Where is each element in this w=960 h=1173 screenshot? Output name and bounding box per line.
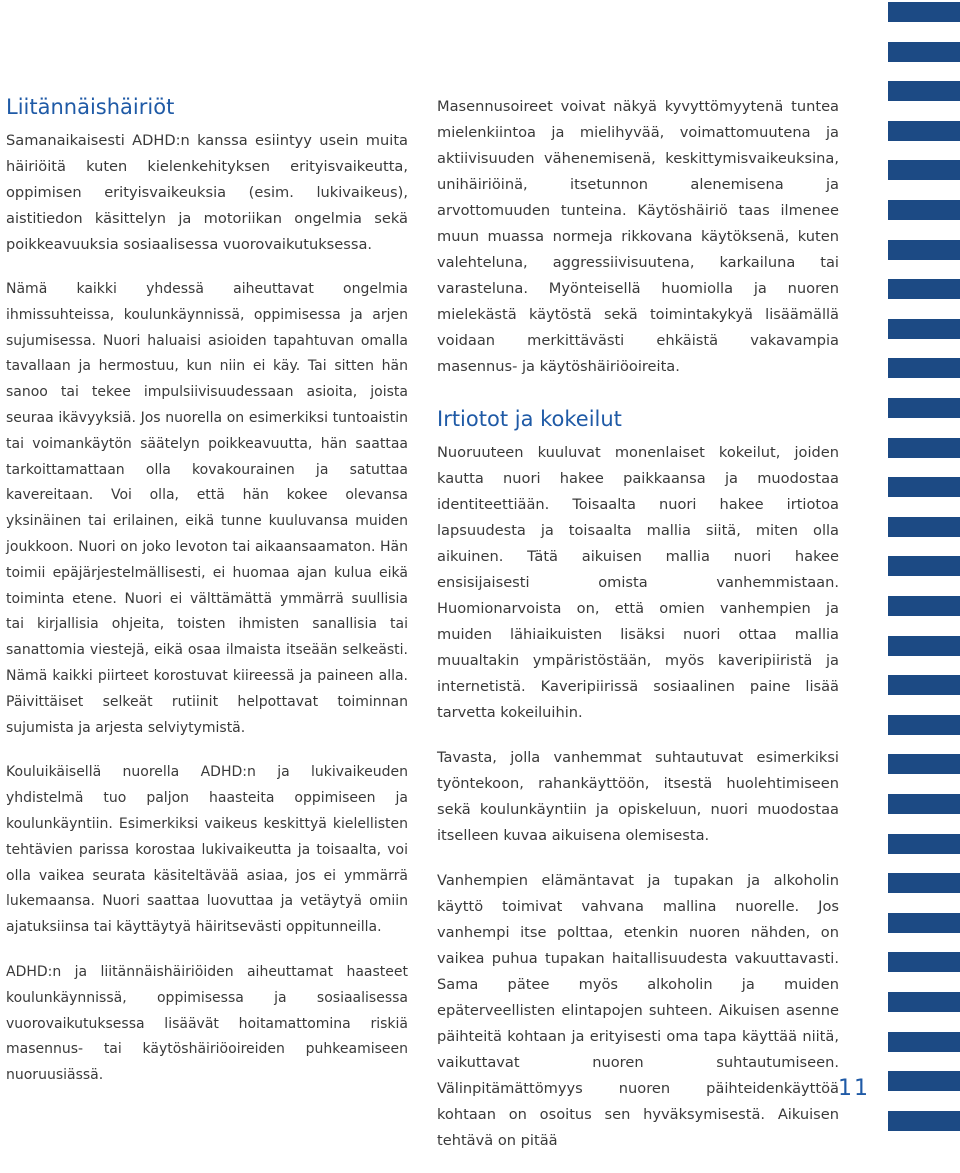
stripe-bar bbox=[888, 1071, 960, 1091]
left-paragraph: Nämä kaikki yhdessä aiheuttavat ongelmia ihmissuhteissa, koulunkäynnissä, oppimisessa ja arjen sujumisessa. Nuori haluaisi asioiden tapahtuvan omalla tavallaan ja hermostuu, kun niin ei käy. Tai sitten hän sanoo tai tekee impulsiivisuudessaan asioita, joista seuraa ikävyyksiä. Jos nuorella on esimerkiksi tuntoaistin tai voimankäytön säätelyn poikkeavuutta, hän saattaa tarkoittamattaan olla kovakourainen ja satuttaa kavereitaan. Voi olla, että hän kokee olevansa yksinäinen tai erilainen, eikä tunne kuuluvansa muiden joukkoon. Nuori on joko levoton tai aikaansaamaton. Hän toimii epäjärjestelmällisesti, ei huomaa ajan kulua eikä toiminta etene. Nuori ei välttämättä ymmärrä suullisia tai kirjallisia ohjeita, toisten ihmisten sanallisia tai sanattomia viestejä, eikä osaa ilmaista itseään selkeästi. Nämä kaikki piirteet korostuvat kiireessä ja paineen alla. Päivittäiset selkeät rutiinit helpottavat toiminnan sujumista ja arjesta selviytymistä. bbox=[6, 281, 408, 736]
stripe-bar bbox=[888, 834, 960, 854]
stripe-bar bbox=[888, 200, 960, 220]
stripe-bar bbox=[888, 42, 960, 62]
stripe-bar bbox=[888, 160, 960, 180]
right-paragraph: Vanhempien elämäntavat ja tupakan ja alkoholin käyttö toimivat vahvana mallina nuorelle. Jos vanhempi itse polttaa, etenkin nuoren nähden, on vaikea puhua tupakan haitallisuudesta vakuuttavasti. Sama pätee myös alkoholin ja muiden epäterveellisten elintapojen suhteen. Aikuisen asenne päihteitä kohtaan ja erityisesti oma tapa käyttää niitä, vaikuttavat nuoren suhtautumiseen. Välinpitämättömyys nuoren päihteidenkäyttöä kohtaan on osoitus sen hyväksymisestä. Aikuisen tehtävä on pitää bbox=[437, 872, 839, 1149]
stripe-bar bbox=[888, 477, 960, 497]
stripe-bar bbox=[888, 319, 960, 339]
stripe-bar bbox=[888, 121, 960, 141]
right-paragraph: Nuoruuteen kuuluvat monenlaiset kokeilut, joiden kautta nuori hakee paikkaansa ja muodostaa identiteettiään. Toisaalta nuori hakee irtiotoa lapsuudesta ja toisaalta mallia siitä, miten olla aikuinen. Tätä aikuisen mallia nuori hakee ensisijaisesti omista vanhemmistaan. Huomionarvoista on, että omien vanhempien ja muiden lähiaikuisten lisäksi nuori ottaa mallia muualtakin ympäristöstään, myös kaveripiiristä ja internetistä. Kaveripiirissä sosiaalinen paine lisää tarvetta kokeiluihin. bbox=[437, 444, 839, 721]
stripe-bar bbox=[888, 873, 960, 893]
left-column bbox=[6, 94, 408, 1108]
stripe-bar bbox=[888, 358, 960, 378]
page-number: 11 bbox=[838, 1076, 870, 1101]
stripe-bar bbox=[888, 952, 960, 972]
section-heading-irtiotot: Irtiotot ja kokeilut bbox=[437, 407, 622, 431]
stripe-bar bbox=[888, 398, 960, 418]
stripe-bar bbox=[888, 754, 960, 774]
stripe-bar bbox=[888, 675, 960, 695]
stripe-bar bbox=[888, 2, 960, 22]
stripe-bar bbox=[888, 438, 960, 458]
stripe-bar bbox=[888, 992, 960, 1012]
left-paragraph: ADHD:n ja liitännäishäiriöiden aiheuttamat haasteet koulunkäynnissä, oppimisessa ja sosiaalisessa vuorovaikutuksessa lisäävät hoitamattomina riskiä masennus- tai käytöshäiriöoireiden puhkeamiseen nuoruusiässä. bbox=[6, 963, 408, 1084]
left-paragraph: Samanaikaisesti ADHD:n kanssa esiintyy usein muita häiriöitä kuten kielenkehityksen erityisvaikeutta, oppimisen erityisvaikeuksia (esim. lukivaikeus), aistitiedon käsittelyn ja motoriikan ongelmia sekä poikkeavuuksia sosiaalisessa vuorovaikutuksessa. bbox=[6, 132, 408, 253]
stripe-bar bbox=[888, 240, 960, 260]
left-paragraph: Kouluikäisellä nuorella ADHD:n ja lukivaikeuden yhdistelmä tuo paljon haasteita oppimiseen ja koulunkäyntiin. Esimerkiksi vaikeus keskittyä kielellisten tehtävien parissa korostaa lukivaikeutta ja toisaalta, voi olla vaikea seurata käsiteltävää asiaa, jos ei ymmärrä lukemaansa. Nuori saattaa luovuttaa ja vetäytyä omiin ajatuksiinsa tai käyttäytyä häiritsevästi oppitunneilla. bbox=[6, 764, 408, 936]
stripe-bar bbox=[888, 596, 960, 616]
stripe-bar bbox=[888, 279, 960, 299]
stripe-bar bbox=[888, 636, 960, 656]
stripe-bar bbox=[888, 715, 960, 735]
right-paragraph: Masennusoireet voivat näkyä kyvyttömyytenä tuntea mielenkiintoa ja mielihyvää, voimattomuutena ja aktiivisuuden vähenemisenä, keskittymisvaikeuksina, unihäiriöinä, itsetunnon alenemisena ja arvottomuuden tunteina. Käytöshäiriö taas ilmenee muun muassa normeja rikkovana käytöksenä, kuten valehteluna, aggressiivisuutena, karkailuna tai varasteluna. Myönteisellä huomiolla ja nuoren mielekästä käytöstä sekä toimintakykyä lisäämällä voidaan merkittävästi ehkäistä vakavampia masennus- ja käytöshäiriöoireita. bbox=[437, 98, 839, 375]
stripe-bar bbox=[888, 517, 960, 537]
stripe-bar bbox=[888, 913, 960, 933]
decorative-stripes bbox=[888, 0, 960, 1128]
section-heading-liitannaishairiot: Liitännäishäiriöt bbox=[6, 95, 175, 119]
stripe-bar bbox=[888, 81, 960, 101]
stripe-bar bbox=[888, 556, 960, 576]
stripe-bar bbox=[888, 1032, 960, 1052]
right-column bbox=[437, 94, 839, 1173]
right-paragraph: Tavasta, jolla vanhemmat suhtautuvat esimerkiksi työntekoon, rahankäyttöön, itsestä huolehtimiseen sekä koulunkäyntiin ja opiskeluun, nuori muodostaa itselleen kuvaa aikuisena olemisesta. bbox=[437, 749, 839, 844]
stripe-bar bbox=[888, 794, 960, 814]
